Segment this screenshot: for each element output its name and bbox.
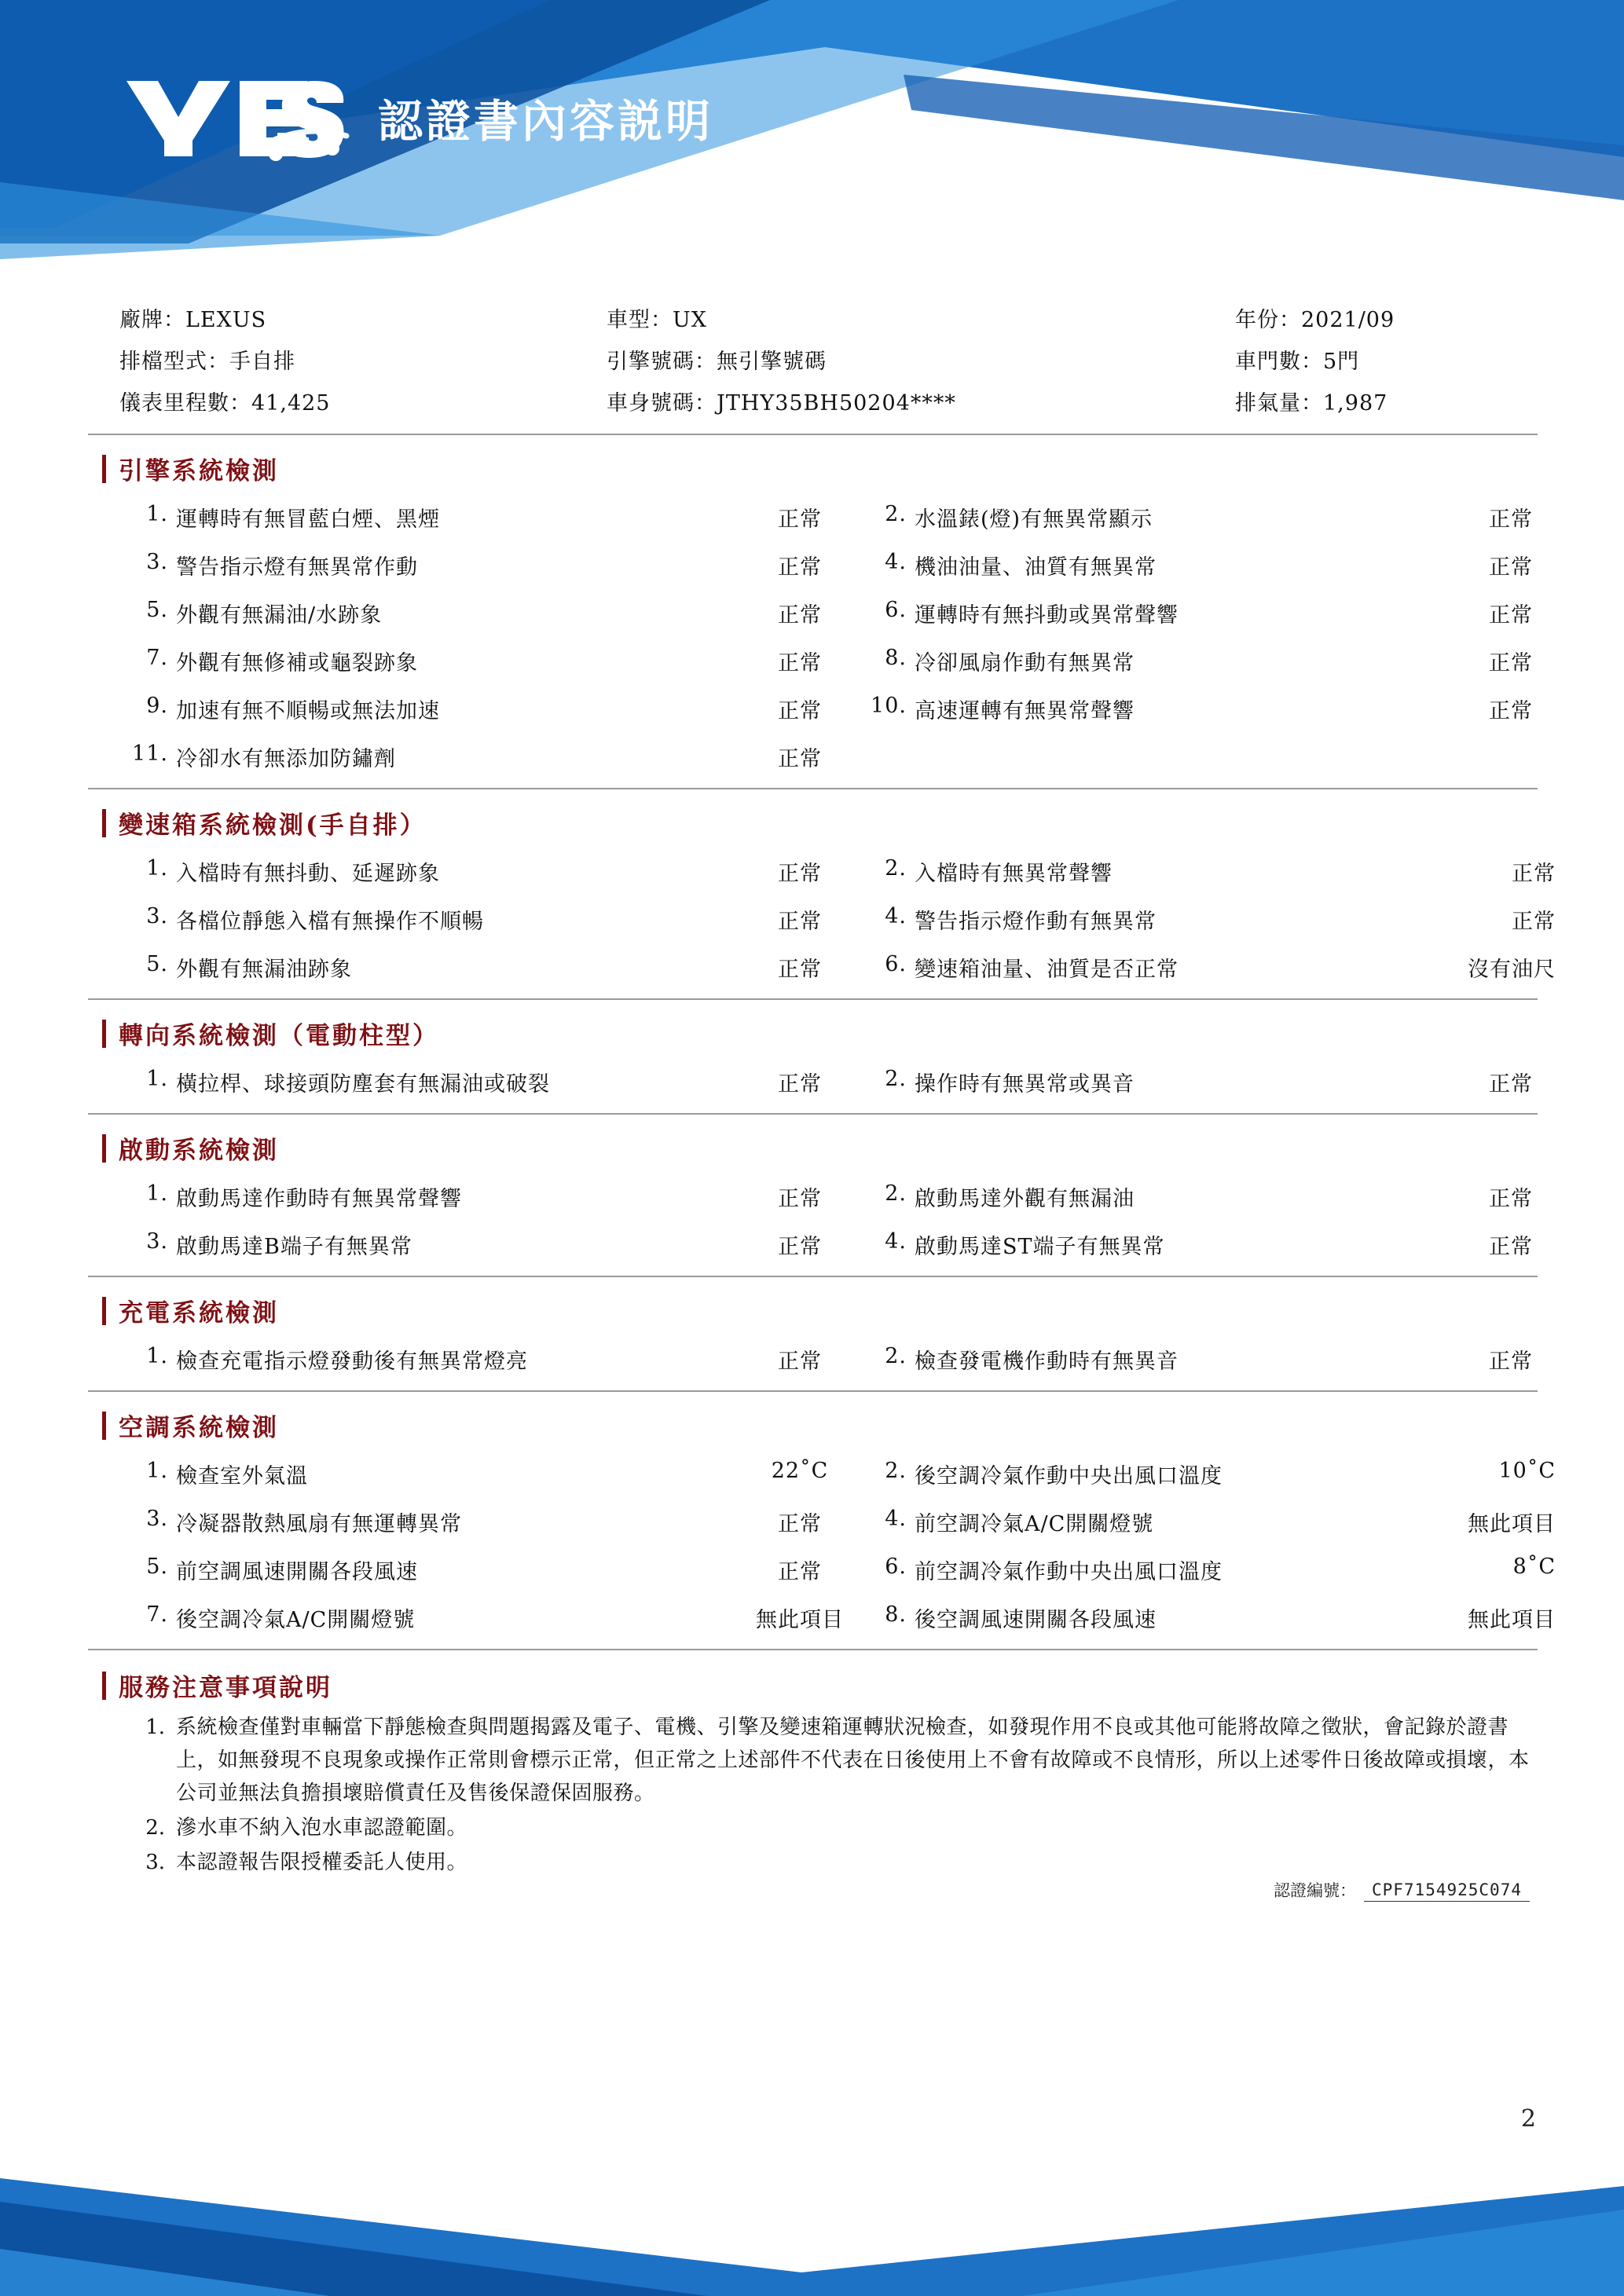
item-label [871,896,1468,943]
item-value: 22˚C [771,1459,829,1483]
item-text: 啟動馬達ST端子有無異常 [915,1235,1165,1259]
item-number: 7. [146,646,168,670]
item-label [132,1059,729,1105]
item-number: 2. [885,1459,907,1483]
item-label [871,1174,1468,1220]
section-title-text: 引擎系統檢測 [119,457,279,485]
item-value: 正常 [1489,699,1533,723]
vehicle-info-cell: 車門數：5門 [1235,350,1360,374]
item-label [132,848,729,895]
item-label [132,896,729,943]
item-value: 正常 [1489,603,1533,628]
item-number: 7. [146,1602,168,1627]
certificate-value: CPF7154925C074 [1364,1880,1530,1902]
item-text: 高速運轉有無異常聲響 [915,699,1135,723]
item-label [871,542,1468,588]
vehicle-info-cell: 儀表里程數：41,425 [119,391,331,416]
item-value: 無此項目 [756,1608,844,1632]
item-value: 正常 [778,1560,822,1584]
item-text: 前空調風速開關各段風速 [176,1560,418,1584]
note-text: 滲水車不納入泡水車認證範圍。 [176,1816,468,1840]
section-title-text: 充電系統檢測 [119,1299,279,1327]
note-item [132,1846,1538,1879]
section-bar-icon [102,1672,106,1700]
vehicle-info-cell: 排檔型式：手自排 [119,350,295,374]
item-label [132,734,729,780]
section-charging [88,1277,1538,1392]
item-number: 1. [146,1181,168,1206]
item-label [871,1221,1468,1268]
item-number: 8. [885,646,907,670]
vehicle-info-cell: 排氣量：1,987 [1235,391,1388,416]
item-text: 檢查發電機作動時有無異音 [915,1349,1179,1374]
item-text: 檢查室外氣溫 [176,1464,308,1489]
section-bar-icon [102,1412,106,1440]
item-label [132,1336,729,1382]
brand-area [122,75,713,161]
document-body [88,302,1556,1900]
section-bar-icon [102,1297,106,1325]
item-number: 2. [885,856,907,881]
item-label [871,1547,1468,1593]
section-title-text: 轉向系統檢測（電動柱型） [119,1022,439,1050]
section-title-text: 空調系統檢測 [119,1414,279,1442]
section-title [88,1000,1538,1059]
item-number: 1. [146,1459,168,1483]
section-title [88,435,1538,494]
item-label [132,1451,729,1497]
item-value: 正常 [1489,651,1533,676]
item-number: 4. [885,550,907,574]
item-label [871,1451,1468,1497]
vehicle-info-cell: 年份：2021/09 [1235,308,1395,332]
item-value: 正常 [778,507,822,532]
item-text: 運轉時有無抖動或異常聲響 [915,603,1179,628]
item-number: 3. [146,1507,168,1531]
item-label [871,1059,1468,1105]
item-text: 警告指示燈有無異常作動 [176,555,418,580]
item-value: 正常 [1489,507,1533,532]
item-text: 警告指示燈作動有無異常 [915,910,1157,934]
item-text: 啟動馬達B端子有無異常 [176,1235,412,1259]
item-value: 正常 [778,1349,822,1374]
section-title [88,1392,1538,1451]
note-number: 3. [145,1851,165,1875]
item-label [871,848,1468,895]
item-label [132,944,729,991]
item-number: 4. [885,1229,907,1254]
item-label [132,1221,729,1268]
section-title [88,1277,1538,1336]
certificate-label: 認證編號： [1273,1880,1356,1900]
item-label [132,590,729,636]
item-value: 正常 [778,862,822,886]
section-items [88,848,1556,991]
item-text: 啟動馬達外觀有無漏油 [915,1187,1135,1211]
item-text: 操作時有無異常或異音 [915,1072,1135,1097]
item-label-empty [871,734,1468,780]
item-value: 正常 [778,555,822,580]
item-value: 正常 [778,1235,822,1259]
item-text: 橫拉桿、球接頭防塵套有無漏油或破裂 [176,1072,550,1097]
item-value: 無此項目 [1468,1512,1556,1536]
item-label [132,638,729,684]
item-value: 8˚C [1512,1554,1556,1579]
notes-title-text: 服務注意事項說明 [119,1674,332,1702]
section-items [88,1174,1538,1268]
item-number: 6. [885,952,907,976]
item-text: 運轉時有無冒藍白煙、黑煙 [176,507,440,532]
item-number: 4. [885,904,907,928]
item-text: 啟動馬達作動時有無異常聲響 [176,1187,462,1211]
item-text: 機油油量、油質有無異常 [915,555,1157,580]
page-footer [0,2155,1624,2296]
item-label [871,686,1468,732]
item-text: 後空調冷氣作動中央出風口溫度 [915,1464,1223,1489]
item-number: 5. [146,952,168,976]
item-label [871,944,1468,991]
certificate-number [1274,1878,1530,1902]
item-value: 正常 [778,1187,822,1211]
note-item [132,1811,1538,1844]
section-starter [88,1115,1538,1277]
section-steering [88,1000,1538,1115]
section-items [88,1336,1538,1382]
notes-section [88,1650,1538,1900]
note-text: 系統檢查僅對車輛當下靜態檢查與問題揭露及電子、電機、引擎及變速箱運轉狀況檢查，如發現作用不良或其他可能將故障之徵狀，會記錄於證書上，如無發現不良現象或操作正常則會標示正常，但正常之上述部件不代表在日後使用上不會有故障或不良情形，所以上述零件日後故障或損壞，本公司並無法負擔損壞賠償責任及售後保證保固服務。 [176,1716,1530,1806]
item-text: 冷卻水有無添加防鏽劑 [176,747,396,771]
section-title-text: 啟動系統檢測 [119,1137,279,1165]
item-label [132,494,729,540]
item-text: 入檔時有無抖動、延遲跡象 [176,862,440,886]
item-value: 正常 [778,958,822,982]
item-value: 無此項目 [1468,1608,1556,1632]
item-label [132,686,729,732]
item-value: 沒有油尺 [1468,958,1556,982]
section-title [88,789,1538,848]
item-number: 2. [885,1344,907,1368]
item-label [132,542,729,588]
item-text: 外觀有無漏油/水跡象 [176,603,383,628]
item-number: 10. [871,694,907,718]
item-number: 3. [146,904,168,928]
page-title: 認證書內容説明 [378,95,713,148]
item-value: 正常 [1489,1235,1533,1259]
item-value: 正常 [778,1512,822,1536]
item-number: 1. [146,856,168,881]
vehicle-info-cell: 車身號碼：JTHY35BH50204**** [607,391,956,416]
item-label [132,1174,729,1220]
item-number: 2. [885,1067,907,1091]
item-number: 6. [885,1554,907,1579]
item-number: 9. [146,694,168,718]
note-item [132,1711,1538,1810]
item-number: 1. [146,1067,168,1091]
item-number: 11. [132,742,168,766]
notes-title [88,1650,1538,1711]
vehicle-info-cell: 車型：UX [607,308,707,332]
item-number: 6. [885,598,907,622]
item-value: 正常 [778,910,822,934]
item-label [871,638,1468,684]
item-text: 入檔時有無異常聲響 [915,862,1113,886]
section-engine [88,435,1538,789]
item-number: 3. [146,1229,168,1254]
item-label [871,1595,1468,1641]
item-number: 2. [885,1181,907,1206]
item-number: 5. [146,1554,168,1579]
notes-list [88,1711,1538,1880]
item-label [132,1499,729,1545]
item-value: 正常 [778,651,822,676]
item-text: 冷卻風扇作動有無異常 [915,651,1135,676]
item-number: 4. [885,1507,907,1531]
section-bar-icon [102,455,106,483]
item-value: 正常 [778,699,822,723]
section-bar-icon [102,1020,106,1048]
item-label [871,1499,1468,1545]
item-value: 正常 [1512,862,1556,886]
item-text: 檢查充電指示燈發動後有無異常燈亮 [176,1349,528,1374]
item-value: 正常 [778,747,822,771]
item-label [871,1336,1468,1382]
section-bar-icon [102,1134,106,1163]
item-text: 前空調冷氣作動中央出風口溫度 [915,1560,1223,1584]
item-text: 各檔位靜態入檔有無操作不順暢 [176,910,484,934]
item-number: 1. [146,1344,168,1368]
item-label [132,1547,729,1593]
page-header [0,0,1624,291]
item-number: 2. [885,502,907,526]
item-number: 3. [146,550,168,574]
item-text: 水溫錶(燈)有無異常顯示 [915,507,1153,532]
item-number: 5. [146,598,168,622]
section-title-text: 變速箱系統檢測(手自排） [119,811,427,840]
note-number: 2. [145,1816,165,1840]
item-value: 正常 [778,1072,822,1097]
section-air-conditioning [88,1392,1556,1650]
item-value: 10˚C [1498,1459,1556,1483]
item-number: 1. [146,502,168,526]
item-value: 正常 [1512,910,1556,934]
item-text: 外觀有無修補或龜裂跡象 [176,651,418,676]
page-number: 2 [1520,2105,1536,2133]
footer-graphic [0,2155,1624,2296]
note-text: 本認證報告限授權委託人使用。 [176,1851,468,1875]
item-text: 冷凝器散熱風扇有無運轉異常 [176,1512,462,1536]
item-number: 8. [885,1602,907,1627]
note-number: 1. [145,1716,165,1739]
vehicle-info-block [88,302,1538,435]
item-value: 正常 [1489,555,1533,580]
section-items [88,494,1538,780]
item-value-empty [1468,734,1538,780]
section-bar-icon [102,809,106,837]
item-value: 正常 [1489,1072,1533,1097]
section-items [88,1059,1538,1105]
section-title [88,1115,1538,1174]
item-text: 前空調冷氣A/C開關燈號 [915,1512,1154,1536]
item-label [871,590,1468,636]
item-text: 後空調冷氣A/C開關燈號 [176,1608,416,1632]
item-text: 加速有無不順暢或無法加速 [176,699,440,723]
yes-logo [122,75,350,161]
item-text: 外觀有無漏油跡象 [176,958,352,982]
section-transmission [88,789,1556,1000]
item-label [132,1595,729,1641]
item-text: 後空調風速開關各段風速 [915,1608,1157,1632]
section-items [88,1451,1556,1641]
item-value: 正常 [778,603,822,628]
item-value: 正常 [1489,1349,1533,1374]
item-value: 正常 [1489,1187,1533,1211]
item-text: 變速箱油量、油質是否正常 [915,958,1179,982]
vehicle-info-cell: 引擎號碼：無引擎號碼 [607,350,827,374]
item-label [871,494,1468,540]
vehicle-info-cell: 廠牌：LEXUS [119,308,267,332]
